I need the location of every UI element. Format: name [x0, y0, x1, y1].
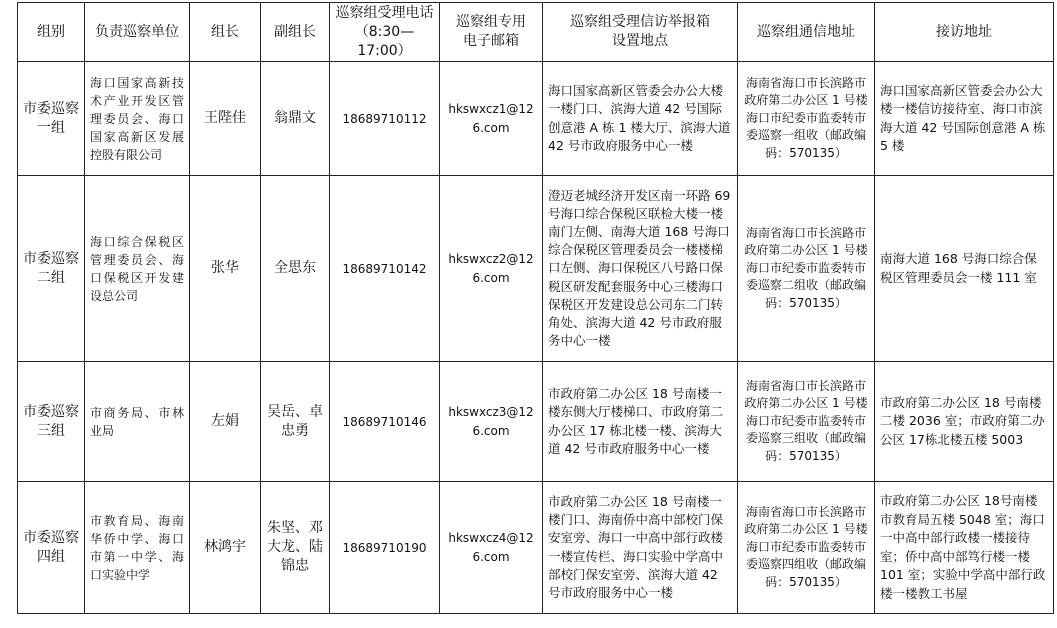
deputy-cell: 朱坚、邓大龙、陆锦忠 — [261, 482, 330, 614]
visit-cell: 南海大道 168 号海口综合保税区管理委员会一楼 111 室 — [875, 176, 1054, 362]
deputy-cell: 全思东 — [261, 176, 330, 362]
visit-cell: 海口国家高新区管委会办公大楼一楼信访接待室、海口市滨海大道 42 号国际创意港 A 栋 5 楼 — [875, 62, 1054, 176]
header-phone-line2: （8:30—17:00） — [354, 23, 415, 59]
phone-cell: 18689710142 — [330, 176, 440, 362]
header-email-line1: 巡察组专用 — [456, 14, 526, 30]
unit-cell: 海口国家高新技术产业开发区管理委员会、海口国家高新区发展控股有限公司 — [85, 62, 190, 176]
header-visit: 接访地址 — [875, 3, 1054, 62]
email-cell: hkswxcz4@126.com — [440, 482, 543, 614]
header-location-line2: 设置地点 — [612, 33, 668, 49]
header-deputy: 副组长 — [261, 3, 330, 62]
location-cell: 市政府第二办公区 18 号南楼一楼门口、海南侨中高中部校门保安室旁、海口一中高中部行政楼一楼宣传栏、海口实验中学高中部校门保安室旁、滨海大道 42 号市政府服务中心一楼 — [543, 482, 738, 614]
header-email-line2: 电子邮箱 — [463, 33, 519, 49]
header-phone — [330, 3, 440, 62]
table-row — [18, 62, 1054, 176]
address-cell: 海南省海口市长滨路市政府第二办公区 1 号楼海口市纪委市监委转市委巡察二组收（邮政编码：570135） — [738, 176, 875, 362]
header-location-line1: 巡察组受理信访举报箱 — [570, 14, 710, 30]
header-leader: 组长 — [190, 3, 261, 62]
address-cell: 海南省海口市长滨路市政府第二办公区 1 号楼海口市纪委市监委转市委巡察四组收（邮政编码：570135） — [738, 482, 875, 614]
header-email — [440, 3, 543, 62]
unit-cell: 市教育局、海南华侨中学、海口市第一中学、海口实验中学 — [85, 482, 190, 614]
location-cell: 市政府第二办公区 18 号南楼一楼东侧大厅楼梯口、市政府第二办公区 17 栋北楼一楼、滨海大道 42 号市政府服务中心一楼 — [543, 362, 738, 482]
email-cell: hkswxcz3@126.com — [440, 362, 543, 482]
phone-cell: 18689710146 — [330, 362, 440, 482]
header-unit: 负责巡察单位 — [85, 3, 190, 62]
header-phone-line1: 巡察组受理电话 — [335, 4, 434, 21]
group-cell: 市委巡察四组 — [18, 482, 85, 614]
group-cell: 市委巡察二组 — [18, 176, 85, 362]
unit-cell: 海口综合保税区管理委员会、海口保税区开发建设总公司 — [85, 176, 190, 362]
location-cell: 澄迈老城经济开发区南一环路 69 号海口综合保税区联检大楼一楼南门左侧、南海大道 168 号海口综合保税区管理委员会一楼楼梯口左侧、海口保税区八号路口保税区研发配套服务中心三楼海口保税区开发建设总公司东二门转角处、滨海大道 42 号市政府服务中心一楼 — [543, 176, 738, 362]
header-location — [543, 3, 738, 62]
visit-cell: 市政府第二办公区 18号南楼市教育局五楼 5048 室；海口一中高中部行政楼一楼接待室；侨中高中部笃行楼一楼 101 室；实验中学高中部行政楼一楼教工书屋 — [875, 482, 1054, 614]
email-cell: hkswxcz1@126.com — [440, 62, 543, 176]
header-group: 组别 — [18, 3, 85, 62]
table-row — [18, 176, 1054, 362]
email-cell: hkswxcz2@126.com — [440, 176, 543, 362]
deputy-cell: 翁鼎文 — [261, 62, 330, 176]
group-cell: 市委巡察一组 — [18, 62, 85, 176]
unit-cell: 市商务局、市林业局 — [85, 362, 190, 482]
leader-cell: 王陛佳 — [190, 62, 261, 176]
table-row — [18, 482, 1054, 614]
header-address: 巡察组通信地址 — [738, 3, 875, 62]
visit-cell: 市政府第二办公区 18 号南楼二楼 2036 室；市政府第二办公区 17栋北楼五楼 5003 — [875, 362, 1054, 482]
group-cell: 市委巡察三组 — [18, 362, 85, 482]
leader-cell: 林鸿宇 — [190, 482, 261, 614]
deputy-cell: 吴岳、卓忠勇 — [261, 362, 330, 482]
phone-cell: 18689710112 — [330, 62, 440, 176]
phone-cell: 18689710190 — [330, 482, 440, 614]
address-cell: 海南省海口市长滨路市政府第二办公区 1 号楼海口市纪委市监委转市委巡察三组收（邮政编码：570135） — [738, 362, 875, 482]
inspection-groups-table — [17, 2, 1054, 614]
leader-cell: 左娟 — [190, 362, 261, 482]
leader-cell: 张华 — [190, 176, 261, 362]
table-row — [18, 362, 1054, 482]
location-cell: 海口国家高新区管委会办公大楼一楼门口、滨海大道 42 号国际创意港 A 栋 1 楼大厅、滨海大道 42 号市政府服务中心一楼 — [543, 62, 738, 176]
address-cell: 海南省海口市长滨路市政府第二办公区 1 号楼海口市纪委市监委转市委巡察一组收（邮政编码：570135） — [738, 62, 875, 176]
table-header-row — [18, 3, 1054, 62]
